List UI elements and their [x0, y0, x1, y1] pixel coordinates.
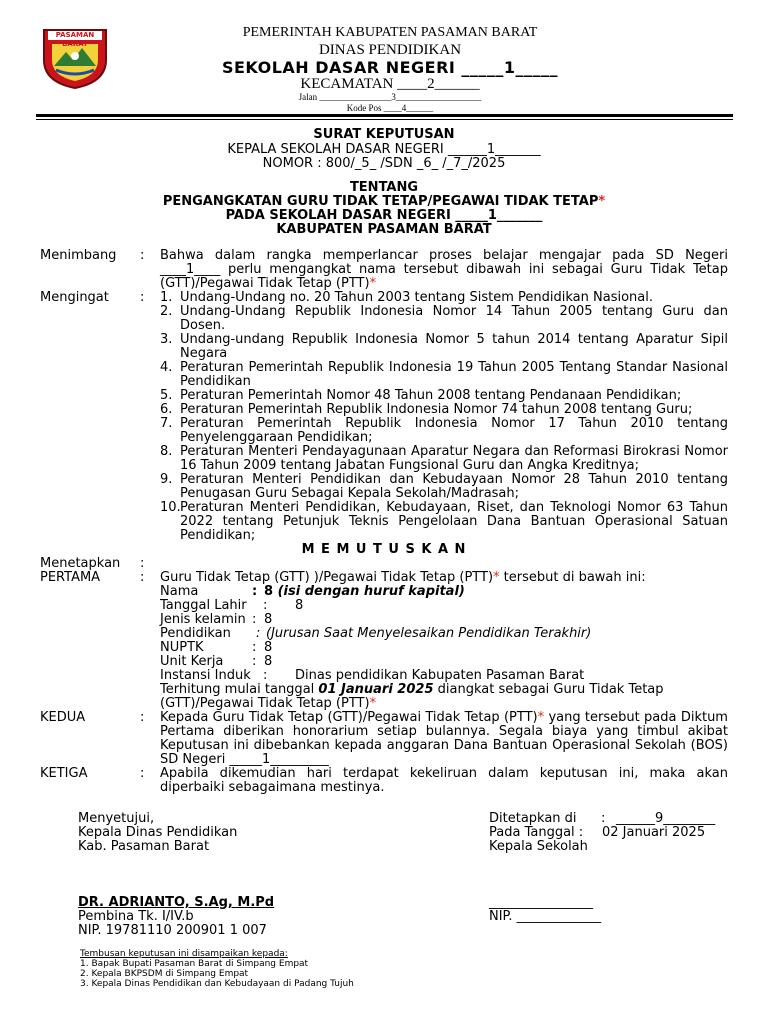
letterhead-department: DINAS PENDIDIKAN	[318, 42, 462, 58]
regulation-item: 1. Undang-Undang no. 20 Tahun 2003 tentang Sistem Pendidikan Nasional.	[160, 290, 653, 305]
considering-colon: :	[140, 248, 145, 263]
considering-label: Menimbang	[40, 248, 117, 263]
third-colon: :	[140, 766, 145, 781]
letterhead-thick-rule	[36, 114, 733, 117]
third-text: Apabila dikemudian hari terdapat kekeliruan dalam keputusan ini, maka akan diperbaiki sebagaimana mestinya.	[160, 766, 728, 795]
approver-nip: NIP. 19781110 200901 1 007	[78, 923, 267, 938]
first-intro: Guru Tidak Tetap (GTT) )/Pegawai Tidak Tetap (PTT)* tersebut di bawah ini:	[160, 570, 646, 585]
logo-caption: PASAMAN BARAT	[55, 31, 95, 48]
approver-rank: Pembina Tk. I/IV.b	[78, 909, 194, 924]
copies-item: 2. Kepala BKPSDM di Simpang Empat	[80, 969, 249, 979]
document-heading: SURAT KEPUTUSAN	[313, 127, 455, 142]
regulation-item: 5. Peraturan Pemerintah Nomor 48 Tahun 2008 tentang Pendanaan Pendidikan;	[160, 388, 682, 403]
regulation-item: 10. Peraturan Menteri Pendidikan, Kebudayaan, Riset, dan Teknologi Nomor 63 Tahun 2022 tentang Petunjuk Teknis Pengelolaan Dana Bantuan Operasional Satuan Pendidikan;	[160, 500, 728, 543]
copies-item: 1. Bapak Bupati Pasaman Barat di Simpang Empat	[80, 959, 309, 969]
document-number: NOMOR : 800/_5_ /SDN _6_ /_7_/2025	[262, 156, 506, 171]
copies-block	[80, 949, 354, 989]
second-text: Kepada Guru Tidak Tetap (GTT)/Pegawai Tidak Tetap (PTT)* yang tersebut pada Diktum Pertama diberikan honorarium setiap bulannya. Segala biaya yang timbul akibat Keputusan ini dibebankan kepada anggaran Dana Bantuan Operasional Sekolah (BOS) SD Negeri _____1_________	[160, 710, 728, 767]
letterhead-address: Jalan ________________3___________________	[298, 92, 482, 102]
first-body: Guru Tidak Tetap (GTT) )/Pegawai Tidak Tetap (PTT)* tersebut di bawah ini: Nama : 8 (isi dengan huruf kapital) Tanggal Lahir : 8 Jenis kelamin : 8 Pendidikan : (Jurusan Saat Menyelesaikan Pendidikan Terakhir) NUPTK : 8 Unit Kerja : 8 Instansi Induk : Dinas pendidikan Kabupaten Pasaman Barat Terhitung mulai tanggal 01 Januari 2025 diangkat sebagai Guru Tidak Tetap (GTT)/Pegawai Tidak Tetap (PTT)*	[160, 571, 728, 711]
subject-line-2: PADA SEKOLAH DASAR NEGERI _____1_______	[225, 208, 543, 223]
second-label: KEDUA	[40, 710, 86, 725]
recalling-label: Mengingat	[40, 290, 109, 305]
first-label: PERTAMA	[40, 570, 101, 585]
principal-nip: NIP. _____________	[489, 909, 602, 924]
copies-item: 3. Kepala Dinas Pendidikan dan Kebudayaan di Padang Tujuh	[80, 979, 354, 989]
approval-block: Menyetujui, Kepala Dinas Pendidikan Kab. Pasaman Barat	[78, 811, 238, 854]
establish-label: Menetapkan	[40, 556, 121, 571]
letterhead-government: PEMERINTAH KABUPATEN PASAMAN BARAT	[242, 25, 538, 40]
letterhead-district: KECAMATAN ____2______	[300, 76, 480, 92]
regulation-item: 8. Peraturan Menteri Pendayagunaan Aparatur Negara dan Reformasi Birokrasi Nomor 16 Tahun 2009 tentang Jabatan Fungsional Guru dan Angka Kreditnya;	[160, 444, 728, 473]
approver-signature	[78, 896, 274, 938]
field-name-row: Nama : 8 (isi dengan huruf kapital)	[160, 584, 465, 599]
field-agency-row: Instansi Induk : Dinas pendidikan Kabupaten Pasaman Barat	[160, 668, 585, 683]
establish-colon: :	[140, 556, 145, 571]
field-education-row: Pendidikan : (Jurusan Saat Menyelesaikan Pendidikan Terakhir)	[160, 626, 592, 641]
approver-name: DR. ADRIANTO, S.Ag, M.Pd	[78, 895, 275, 910]
first-effective: Terhitung mulai tanggal 01 Januari 2025 diangkat sebagai Guru Tidak Tetap	[160, 682, 664, 697]
recalling-list	[160, 291, 728, 543]
first-colon: :	[140, 570, 145, 585]
regulation-item: 6. Peraturan Pemerintah Republik Indonesia Nomor 74 tahun 2008 tentang Guru;	[160, 402, 693, 417]
copies-heading: Tembusan keputusan ini disampaikan kepada:	[80, 949, 288, 959]
decide-heading: M E M U T U S K A N	[301, 542, 467, 557]
regulation-item: 4. Peraturan Pemerintah Republik Indonesia 19 Tahun 2005 Tentang Standar Nasional Pendidikan	[160, 360, 728, 389]
field-gender-row: Jenis kelamin : 8	[160, 612, 273, 627]
letterhead-postcode: Kode Pos ____4______	[346, 103, 434, 113]
letterhead-thin-rule	[36, 119, 733, 120]
recalling-colon: :	[140, 290, 145, 305]
subject-about: TENTANG	[349, 180, 419, 195]
considering-text: Bahwa dalam rangka memperlancar proses belajar mengajar pada SD Negeri ____1____ perlu mengangkat nama tersebut dibawah ini sebagai Guru Tidak Tetap (GTT)/Pegawai Tidak Tetap (PTT)*	[160, 248, 728, 291]
regulation-item: 9. Peraturan Menteri Pendidikan dan Kebudayaan Nomor 28 Tahun 2010 tentang Penugasan Guru Sebagai Kepala Sekolah/Madrasah;	[160, 472, 728, 501]
letterhead-school-name: SEKOLAH DASAR NEGERI _____1_____	[221, 58, 559, 77]
second-colon: :	[140, 710, 145, 725]
issuance-block: Ditetapkan di : ______9________ Pada Tanggal : 02 Januari 2025 Kepala Sekolah	[489, 811, 716, 854]
regulation-item: 3. Undang-undang Republik Indonesia Nomor 5 tahun 2014 tentang Aparatur Sipil Negara	[160, 332, 728, 361]
regulation-item: 2. Undang-Undang Republik Indonesia Nomor 14 Tahun 2005 tentang Guru dan Dosen.	[160, 304, 728, 333]
regency-logo	[40, 26, 110, 90]
principal-signature	[489, 896, 601, 924]
subject-line-1: PENGANGKATAN GURU TIDAK TETAP/PEGAWAI TIDAK TETAP*	[162, 194, 606, 209]
field-birthdate-row: Tanggal Lahir : 8	[160, 598, 304, 613]
field-workunit-row: Unit Kerja : 8	[160, 654, 273, 669]
subject-line-3: KABUPATEN PASAMAN BARAT	[276, 222, 492, 237]
third-label: KETIGA	[40, 766, 88, 781]
document-issuer: KEPALA SEKOLAH DASAR NEGERI ______1_______	[227, 142, 541, 157]
principal-name-line: ________________	[489, 895, 593, 910]
field-nuptk-row: NUPTK : 8	[160, 640, 273, 655]
regulation-item: 7. Peraturan Pemerintah Republik Indonesia Nomor 17 Tahun 2010 tentang Penyelenggaraan Pendidikan;	[160, 416, 728, 445]
